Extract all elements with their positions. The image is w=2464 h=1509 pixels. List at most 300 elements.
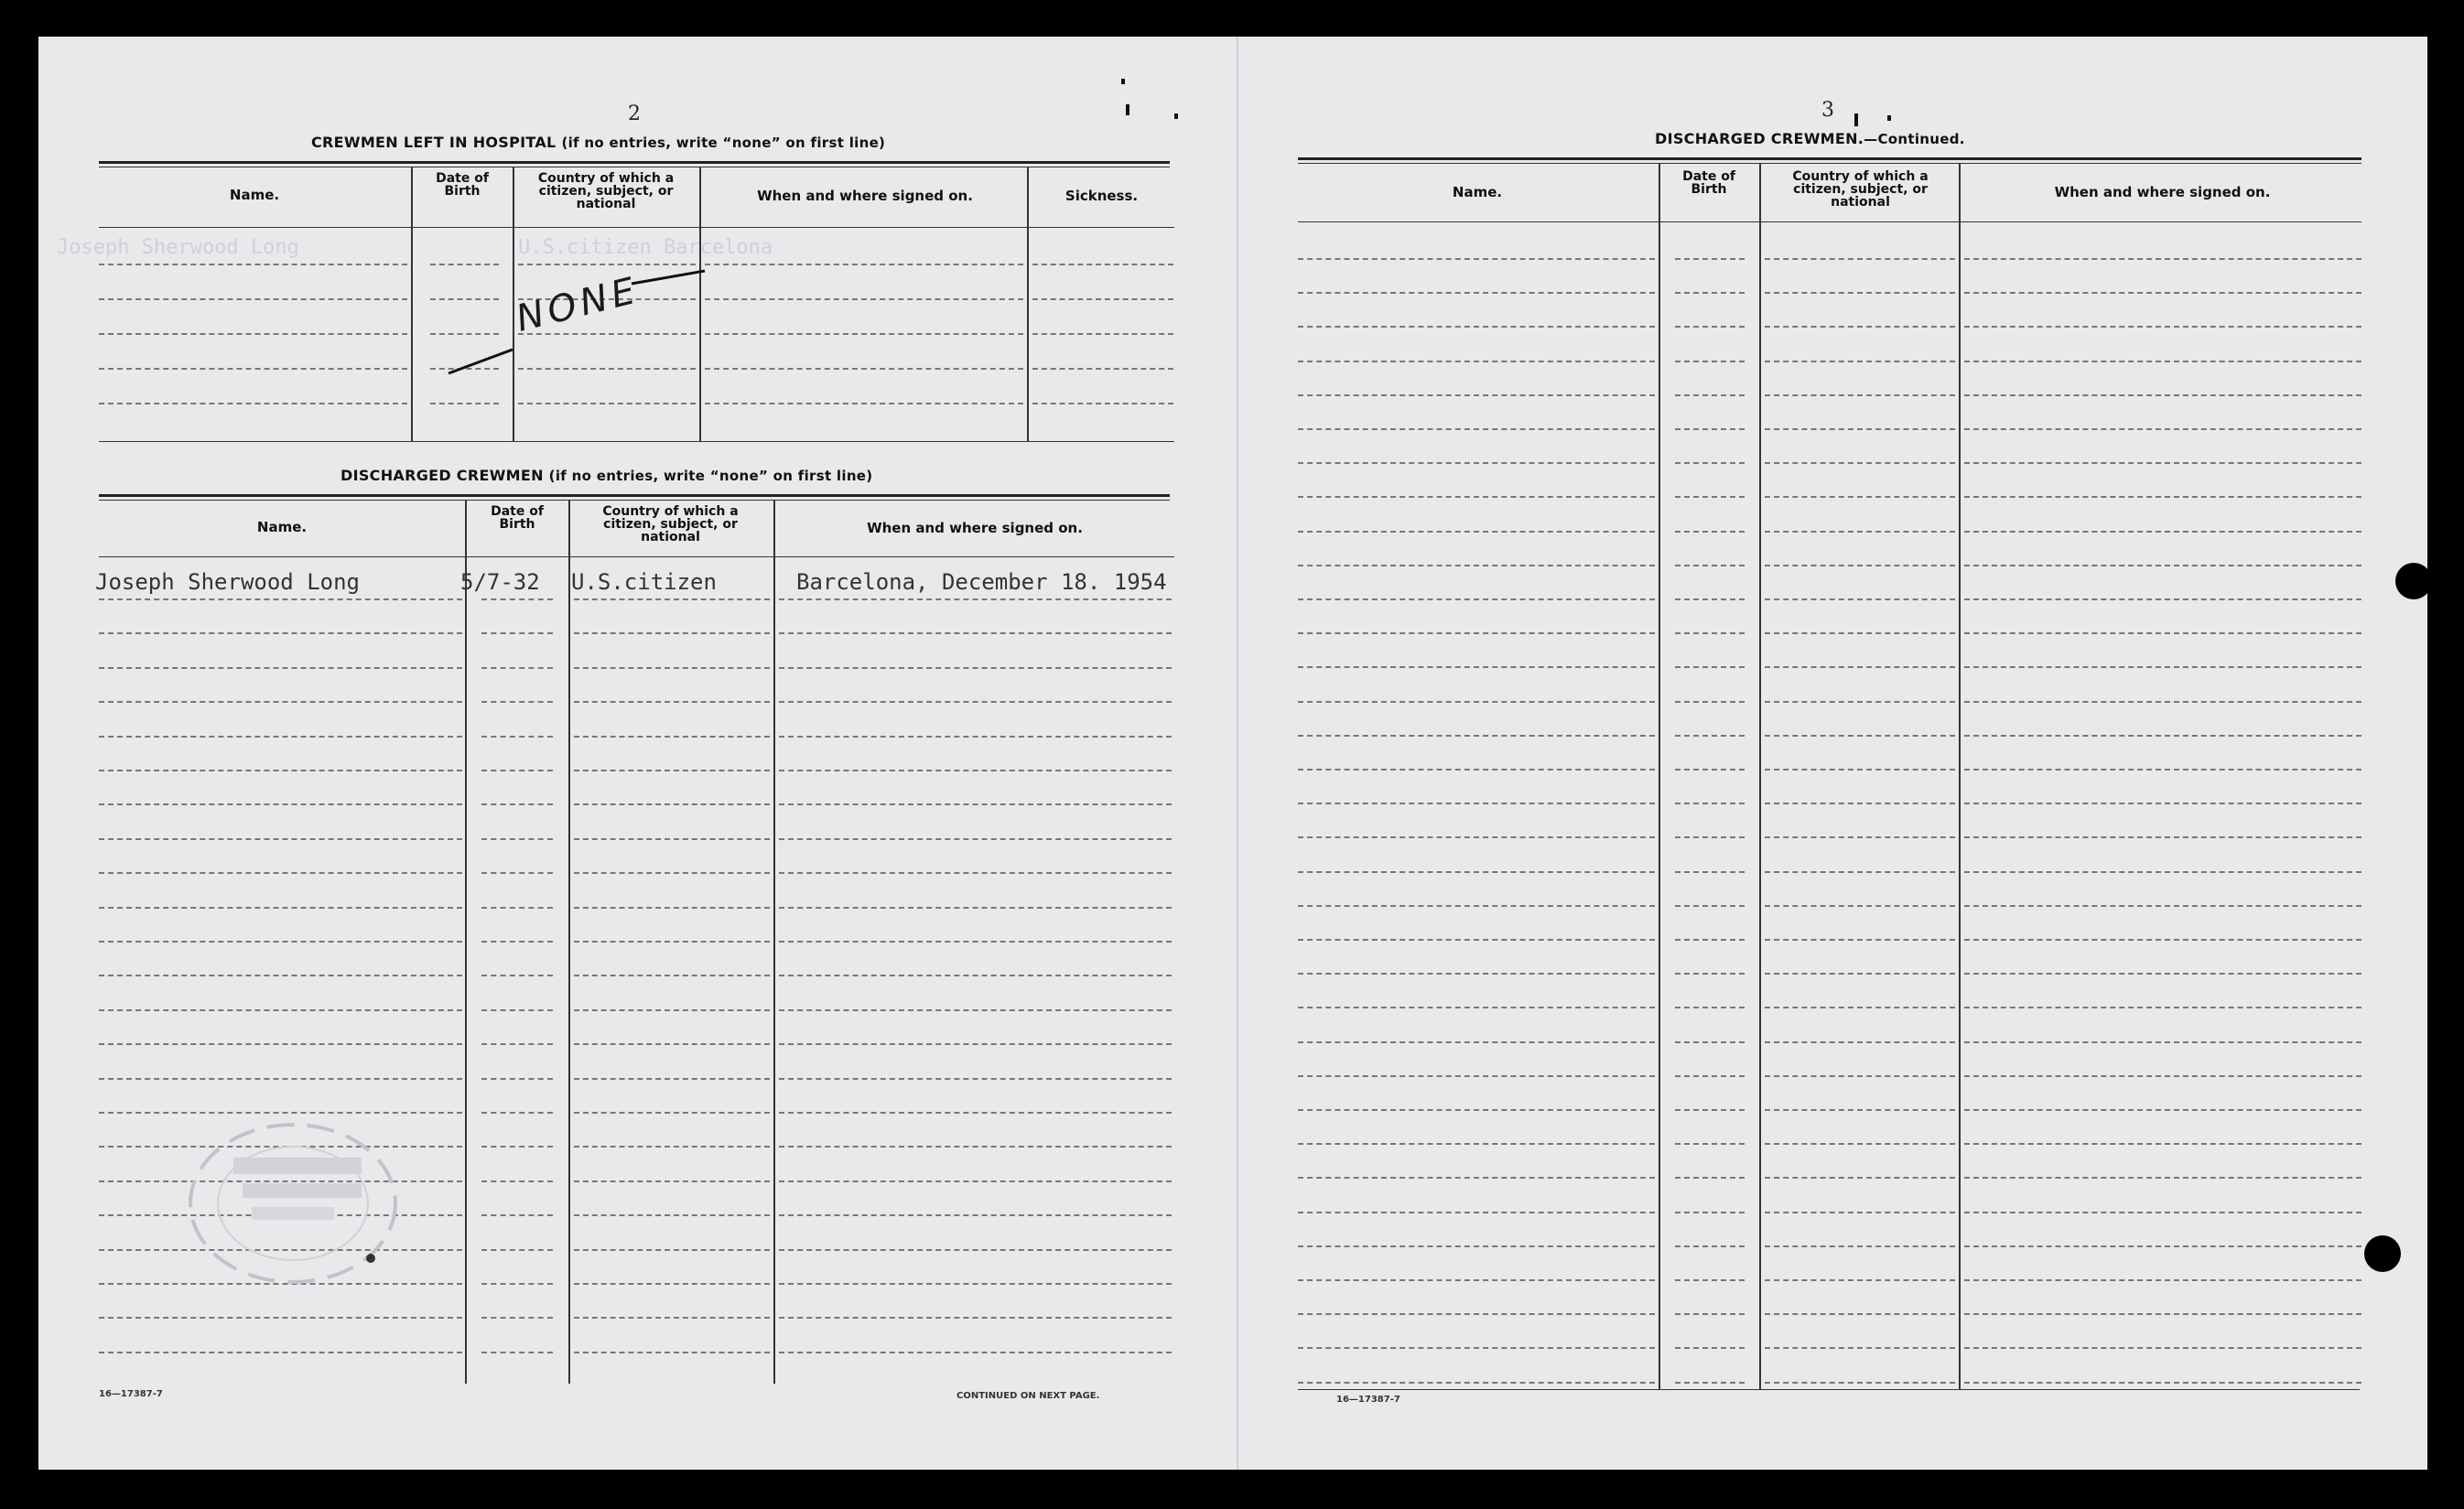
ruled-line [574, 941, 770, 943]
ruled-line [1298, 531, 1655, 533]
ruled-line [1964, 531, 2361, 533]
discharged-top-rule-2 [99, 500, 1170, 501]
ruled-line [1964, 1075, 2361, 1077]
ruled-line [705, 333, 1023, 335]
ruled-line [1298, 871, 1655, 873]
ruled-line [1964, 836, 2361, 838]
ruled-line [574, 803, 770, 805]
ruled-line [99, 1009, 462, 1011]
ruled-line [1964, 803, 2361, 804]
ink-speck [1121, 79, 1125, 84]
ruled-line [99, 403, 407, 404]
ruled-line [1964, 565, 2361, 566]
ruled-line [1298, 735, 1655, 737]
ruled-line [574, 838, 770, 840]
ruled-line [1765, 1075, 1955, 1077]
ruled-line [481, 907, 553, 909]
discharged-header-signed: When and where signed on. [867, 520, 1083, 536]
ruled-line [1964, 258, 2361, 260]
ruled-line [1675, 1177, 1745, 1179]
binder-hole-upper [2395, 563, 2432, 599]
ruled-line [574, 1249, 770, 1251]
ruled-line [1675, 836, 1745, 838]
ruled-line [99, 770, 462, 771]
ruled-line [1765, 973, 1955, 975]
ruled-line [1675, 1109, 1745, 1111]
ruled-line [1675, 1382, 1745, 1384]
right-title-suffix: —Continued. [1864, 131, 1965, 147]
ruled-line [99, 1317, 462, 1319]
ruled-line [1298, 361, 1655, 362]
ruled-line [1675, 1347, 1745, 1349]
ruled-line [99, 1043, 462, 1045]
ruled-line [481, 598, 553, 600]
bleed-through-text-2: U.S.citizen Barcelona [518, 236, 773, 259]
ruled-line [99, 298, 407, 300]
ruled-line [574, 975, 770, 976]
ruled-line [1675, 258, 1745, 260]
ruled-line [1675, 1279, 1745, 1281]
ruled-line [1964, 428, 2361, 430]
ruled-line [1964, 1212, 2361, 1213]
ruled-line [1675, 803, 1745, 804]
ruled-line [1298, 666, 1655, 668]
ruled-line [481, 1146, 553, 1148]
ruled-line [99, 803, 462, 805]
ruled-line [779, 1180, 1172, 1182]
ruled-line [481, 1009, 553, 1011]
ruled-line [1298, 1143, 1655, 1145]
ruled-line [1675, 871, 1745, 873]
ruled-line [1298, 1109, 1655, 1111]
ruled-line [1765, 361, 1955, 362]
ruled-line [779, 701, 1172, 703]
ruled-line [1675, 394, 1745, 396]
ruled-line [1964, 735, 2361, 737]
right-col-divider-1 [1659, 163, 1660, 1389]
ruled-line [1298, 632, 1655, 634]
right-header-bottom-rule [1298, 221, 2361, 222]
ruled-line [1964, 973, 2361, 975]
ruled-line [1964, 292, 2361, 294]
ruled-line [779, 907, 1172, 909]
ruled-line [574, 1180, 770, 1182]
hospital-header-name: Name. [229, 187, 280, 203]
handwritten-none: NONE [512, 269, 644, 340]
ruled-line [1765, 598, 1955, 600]
ruled-line [574, 1043, 770, 1045]
ruled-line [1298, 565, 1655, 566]
right-top-rule-2 [1298, 163, 2361, 164]
ruled-line [481, 872, 553, 874]
ruled-line [1964, 1245, 2361, 1247]
ruled-line [1675, 598, 1745, 600]
ruled-line [1765, 1279, 1955, 1281]
ruled-line [1675, 496, 1745, 498]
right-header-dob: Date of Birth [1682, 169, 1735, 197]
ruled-line [1675, 1245, 1745, 1247]
ruled-line [1675, 361, 1745, 362]
ruled-line [1675, 939, 1745, 941]
ruled-line [430, 403, 499, 404]
ruled-line [481, 1317, 553, 1319]
ruled-line [99, 975, 462, 976]
continued-note: CONTINUED ON NEXT PAGE. [956, 1391, 1100, 1401]
ruled-line [1964, 598, 2361, 600]
discharged-top-rule [99, 494, 1170, 497]
ruled-line [1298, 1313, 1655, 1315]
ruled-line [1675, 769, 1745, 771]
ruled-line [574, 770, 770, 771]
ruled-line [1298, 394, 1655, 396]
ruled-line [1298, 1007, 1655, 1008]
ruled-line [1765, 1177, 1955, 1179]
ruled-line [1298, 1279, 1655, 1281]
ruled-line [1964, 1279, 2361, 1281]
ruled-line [99, 598, 462, 600]
ruled-line [1298, 292, 1655, 294]
ruled-line [1675, 1212, 1745, 1213]
ruled-line [1675, 1041, 1745, 1043]
ruled-line [1964, 666, 2361, 668]
ruled-line [481, 667, 553, 669]
ruled-line [481, 1214, 553, 1216]
ruled-line [1675, 1143, 1745, 1145]
ruled-line [1765, 531, 1955, 533]
ruled-line [574, 1283, 770, 1285]
ruled-line [1964, 632, 2361, 634]
form-number-right: 16—17387-7 [1336, 1395, 1400, 1405]
ruled-line [574, 1112, 770, 1114]
ruled-line [1765, 735, 1955, 737]
ruled-line [779, 1214, 1172, 1216]
ruled-line [481, 736, 553, 738]
ruled-line [1964, 1313, 2361, 1315]
ruled-line [779, 1078, 1172, 1080]
ruled-line [779, 598, 1172, 600]
ruled-line [1032, 403, 1173, 404]
ruled-line [1964, 1177, 2361, 1179]
ruled-line [518, 403, 696, 404]
ruled-line [1675, 1007, 1745, 1008]
ruled-line [1675, 1313, 1745, 1315]
ruled-line [779, 770, 1172, 771]
ruled-line [1964, 939, 2361, 941]
ruled-line [574, 1317, 770, 1319]
ruled-line [99, 736, 462, 738]
ruled-line [1964, 496, 2361, 498]
ruled-line [1298, 803, 1655, 804]
crewman-dob: 5/7-32 [460, 569, 540, 595]
hospital-header-bottom-rule [99, 227, 1174, 228]
ruled-line [99, 368, 407, 370]
ruled-line [779, 736, 1172, 738]
ruled-line [1964, 326, 2361, 328]
ruled-line [779, 1283, 1172, 1285]
right-header-signed: When and where signed on. [2054, 184, 2271, 200]
ruled-line [1298, 701, 1655, 703]
ruled-line [481, 838, 553, 840]
ruled-line [1675, 428, 1745, 430]
ruled-line [1964, 1007, 2361, 1008]
ruled-line [99, 907, 462, 909]
ruled-line [1298, 836, 1655, 838]
ruled-line [1298, 428, 1655, 430]
ruled-line [1964, 905, 2361, 907]
right-col-divider-3 [1959, 163, 1961, 1389]
ruled-line [1964, 361, 2361, 362]
discharged-col-divider-2 [568, 500, 570, 1384]
ruled-line [1765, 1347, 1955, 1349]
ruled-line [779, 838, 1172, 840]
faded-stamp [178, 1112, 426, 1295]
ruled-line [1675, 565, 1745, 566]
ruled-line [1298, 769, 1655, 771]
ruled-line [779, 667, 1172, 669]
ruled-line [481, 632, 553, 634]
ruled-line [1765, 1109, 1955, 1111]
ruled-line [1675, 462, 1745, 464]
ruled-line [1675, 531, 1745, 533]
ruled-line [1765, 1313, 1955, 1315]
right-top-rule [1298, 157, 2361, 160]
ruled-line [574, 632, 770, 634]
ruled-line [574, 667, 770, 669]
ruled-line [1765, 1212, 1955, 1213]
ruled-line [1964, 871, 2361, 873]
ruled-line [481, 1283, 553, 1285]
ruled-line [481, 1249, 553, 1251]
ruled-line [1675, 735, 1745, 737]
right-col-divider-2 [1759, 163, 1761, 1389]
ruled-line [1765, 565, 1955, 566]
hospital-header-country: Country of which a citizen, subject, or national [537, 171, 675, 211]
ruled-line [779, 1352, 1172, 1353]
ruled-line [1032, 333, 1173, 335]
ruled-line [574, 872, 770, 874]
ink-speck [1126, 104, 1129, 115]
ruled-line [1298, 1041, 1655, 1043]
ruled-line [1298, 462, 1655, 464]
ruled-line [1765, 258, 1955, 260]
hospital-title: CREWMEN LEFT IN HOSPITAL [311, 134, 557, 151]
ink-speck [1887, 115, 1891, 121]
ruled-line [1675, 701, 1745, 703]
ruled-line [1765, 462, 1955, 464]
ruled-line [1964, 462, 2361, 464]
ruled-line [1298, 496, 1655, 498]
ruled-line [1675, 905, 1745, 907]
ruled-line [1675, 1075, 1745, 1077]
ruled-line [481, 975, 553, 976]
ruled-line [574, 736, 770, 738]
ruled-line [1298, 939, 1655, 941]
ruled-line [99, 872, 462, 874]
ruled-line [1964, 394, 2361, 396]
page-fold [1237, 37, 1238, 1470]
ruled-line [1765, 1007, 1955, 1008]
ruled-line [705, 264, 1023, 265]
ruled-line [1765, 1041, 1955, 1043]
discharged-header-dob: Date of Birth [491, 504, 544, 532]
hospital-section-title [311, 134, 885, 151]
hospital-header-dob: Date of Birth [436, 171, 489, 199]
ruled-line [1765, 803, 1955, 804]
ruled-line [1765, 666, 1955, 668]
ruled-line [779, 1009, 1172, 1011]
ruled-line [779, 1112, 1172, 1114]
ruled-line [1298, 1212, 1655, 1213]
ruled-line [1765, 836, 1955, 838]
ruled-line [1964, 1041, 2361, 1043]
ruled-line [705, 403, 1023, 404]
ruled-line [99, 632, 462, 634]
ruled-line [1032, 298, 1173, 300]
ruled-line [99, 264, 407, 265]
ruled-line [779, 1043, 1172, 1045]
ruled-line [779, 1317, 1172, 1319]
ruled-line [1964, 769, 2361, 771]
right-bottom-rule [1298, 1389, 2360, 1390]
ruled-line [1675, 326, 1745, 328]
ruled-line [481, 1112, 553, 1114]
hospital-bottom-rule [99, 441, 1174, 442]
ruled-line [1765, 292, 1955, 294]
ruled-line [481, 1352, 553, 1353]
ruled-line [1964, 1143, 2361, 1145]
ruled-line [1298, 598, 1655, 600]
ruled-line [1032, 368, 1173, 370]
ink-speck [1174, 113, 1178, 119]
ruled-line [779, 872, 1172, 874]
discharged-col-divider-3 [773, 500, 775, 1384]
ruled-line [574, 1146, 770, 1148]
ruled-line [1675, 292, 1745, 294]
ruled-line [779, 1249, 1172, 1251]
discharged-header-country: Country of which a citizen, subject, or national [602, 504, 739, 544]
ruled-line [574, 1214, 770, 1216]
ruled-line [779, 1146, 1172, 1148]
ruled-line [1675, 666, 1745, 668]
ruled-line [574, 598, 770, 600]
ruled-line [1964, 1382, 2361, 1384]
ruled-line [1964, 1347, 2361, 1349]
ruled-line [1298, 1245, 1655, 1247]
hospital-header-signed: When and where signed on. [757, 188, 973, 204]
ruled-line [1765, 905, 1955, 907]
discharged-section-title [340, 467, 872, 484]
ruled-line [1765, 939, 1955, 941]
ruled-line [1032, 264, 1173, 265]
ruled-line [481, 1180, 553, 1182]
ruled-line [779, 803, 1172, 805]
page-number-right: 3 [1821, 99, 1834, 122]
ruled-line [1964, 1109, 2361, 1111]
discharged-header-bottom-rule [99, 556, 1174, 557]
ruled-line [99, 1352, 462, 1353]
ruled-line [1675, 973, 1745, 975]
ruled-line [574, 907, 770, 909]
ruled-line [574, 1352, 770, 1353]
right-header-name: Name. [1452, 184, 1503, 200]
ruled-line [574, 701, 770, 703]
hospital-top-rule [99, 161, 1170, 164]
ruled-line [99, 701, 462, 703]
form-number-left: 16—17387-7 [99, 1389, 163, 1399]
hospital-col-divider-1 [411, 167, 413, 441]
hospital-subtitle: (if no entries, write “none” on first line) [561, 135, 886, 151]
ruled-line [779, 975, 1172, 976]
ruled-line [1765, 701, 1955, 703]
ruled-line [99, 333, 407, 335]
binder-hole-lower [2364, 1235, 2401, 1272]
hospital-col-divider-4 [1027, 167, 1029, 441]
ruled-line [1765, 394, 1955, 396]
crewman-signed-on: Barcelona, December 18. 1954 [796, 569, 1167, 595]
ruled-line [1765, 1245, 1955, 1247]
ruled-line [1765, 428, 1955, 430]
ruled-line [1765, 1382, 1955, 1384]
ruled-line [1765, 632, 1955, 634]
ruled-line [481, 941, 553, 943]
ruled-line [1298, 258, 1655, 260]
ruled-line [481, 770, 553, 771]
crewman-name: Joseph Sherwood Long [95, 569, 360, 595]
page-number-left: 2 [628, 102, 641, 125]
discharged-title: DISCHARGED CREWMEN [340, 467, 544, 484]
ruled-line [481, 1043, 553, 1045]
ruled-line [1765, 769, 1955, 771]
crewman-country: U.S.citizen [571, 569, 717, 595]
discharged-header-name: Name. [256, 519, 308, 535]
right-header-country: Country of which a citizen, subject, or national [1792, 169, 1929, 210]
ruled-line [99, 667, 462, 669]
hospital-header-sickness: Sickness. [1064, 188, 1139, 204]
right-title: DISCHARGED CREWMEN. [1655, 130, 1864, 147]
ruled-line [1765, 871, 1955, 873]
ruled-line [1675, 632, 1745, 634]
ruled-line [1298, 1075, 1655, 1077]
ruled-line [1765, 1143, 1955, 1145]
ruled-line [1298, 1382, 1655, 1384]
ruled-line [481, 803, 553, 805]
ruled-line [574, 1009, 770, 1011]
bleed-through-text: Joseph Sherwood Long [57, 236, 299, 259]
ruled-line [1964, 701, 2361, 703]
ruled-line [99, 941, 462, 943]
ruled-line [705, 298, 1023, 300]
ruled-line [1298, 905, 1655, 907]
right-section-title [1655, 130, 1965, 147]
discharged-col-divider-1 [465, 500, 467, 1384]
ruled-line [574, 1078, 770, 1080]
ruled-line [481, 1078, 553, 1080]
ruled-line [99, 1078, 462, 1080]
ruled-line [481, 701, 553, 703]
ruled-line [1298, 326, 1655, 328]
ruled-line [1298, 1347, 1655, 1349]
discharged-subtitle: (if no entries, write “none” on first line) [548, 468, 873, 484]
ruled-line [705, 368, 1023, 370]
ruled-line [779, 941, 1172, 943]
ink-speck [1854, 113, 1858, 126]
ruled-line [99, 838, 462, 840]
ruled-line [1765, 496, 1955, 498]
ruled-line [1298, 973, 1655, 975]
ruled-line [1765, 326, 1955, 328]
ruled-line [1298, 1177, 1655, 1179]
ruled-line [779, 632, 1172, 634]
